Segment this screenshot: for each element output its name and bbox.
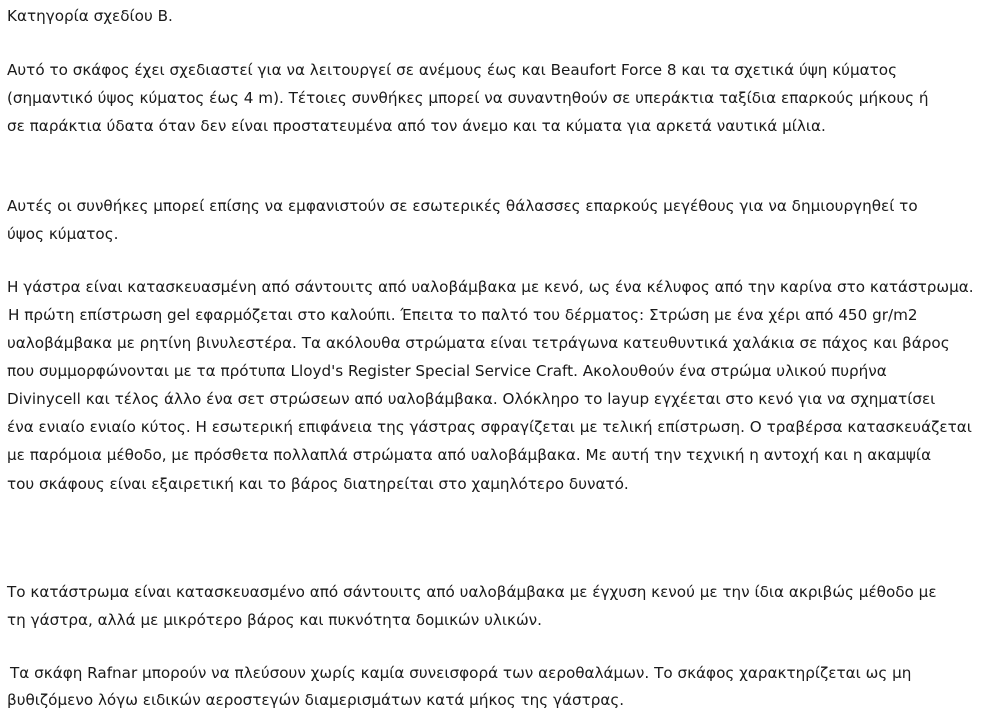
text-line: Η πρώτη επίστρωση gel εφαρμόζεται στο καλούπι. Έπειτα το παλτό του δέρματος: Στρώση με ένα χέρι από 450 gr/m2 xyxy=(8,306,918,324)
text-line: Η γάστρα είναι κατασκευασμένη από σάντουιτς από υαλοβάμβακα με κενό, ως ένα κέλυφος από την καρίνα στο κατάστρωμα. xyxy=(7,278,974,296)
text-line: Το κατάστρωμα είναι κατασκευασμένο από σάντουιτς από υαλοβάμβακα με έγχυση κενού με την ίδια ακριβώς μέθοδο με xyxy=(7,583,937,601)
text-line: με παρόμοια μέθοδο, με πρόσθετα πολλαπλά στρώματα από υαλοβάμβακα. Με αυτή την τεχνική η αντοχή και η ακαμψία xyxy=(7,446,932,464)
text-line: Αυτό το σκάφος έχει σχεδιαστεί για να λειτουργεί σε ανέμους έως και Beaufort Force 8 και τα σχετικά ύψη κύματος xyxy=(7,61,897,79)
text-line: σε παράκτια ύδατα όταν δεν είναι προστατευμένα από τον άνεμο και τα κύματα για αρκετά ναυτικά μίλια. xyxy=(7,117,826,135)
text-line: Αυτές οι συνθήκες μπορεί επίσης να εμφανιστούν σε εσωτερικές θάλασσες επαρκούς μεγέθους για να δημιουργηθεί το xyxy=(7,197,918,215)
text-line: ύψος κύματος. xyxy=(7,225,119,243)
text-line: που συμμορφώνονται με τα πρότυπα Lloyd's Register Special Service Craft. Ακολουθούν ένα στρώμα υλικού πυρήνα xyxy=(7,362,887,380)
text-line: τη γάστρα, αλλά με μικρότερο βάρος και πυκνότητα δομικών υλικών. xyxy=(7,611,542,629)
text-line: Τα σκάφη Rafnar μπορούν να πλεύσουν χωρίς καμία συνεισφορά των αεροθαλάμων. Το σκάφος χαρακτηρίζεται ως μη xyxy=(10,664,912,682)
text-line: (σημαντικό ύψος κύματος έως 4 m). Τέτοιες συνθήκες μπορεί να συναντηθούν σε υπεράκτια ταξίδια επαρκούς μήκους ή xyxy=(7,89,929,107)
document-heading: Κατηγορία σχεδίου Β. xyxy=(7,7,173,25)
text-line: Divinycell και τέλος άλλο ένα σετ στρώσεων από υαλοβάμβακα. Ολόκληρο το layup εγχέεται στο κενό για να σχηματίσει xyxy=(7,390,936,408)
text-line: του σκάφους είναι εξαιρετική και το βάρος διατηρείται στο χαμηλότερο δυνατό. xyxy=(7,475,629,493)
text-line: βυθιζόμενο λόγω ειδικών αεροστεγών διαμερισμάτων κατά μήκος της γάστρας. xyxy=(7,691,625,709)
text-line: ένα ενιαίο ενιαίο κύτος. Η εσωτερική επιφάνεια της γάστρας σφραγίζεται με τελική επίστρωση. Ο τραβέρσα κατασκευάζεται xyxy=(7,418,972,436)
text-line: υαλοβάμβακα με ρητίνη βινυλεστέρα. Τα ακόλουθα στρώματα είναι τετράγωνα κατευθυντικά χαλάκια σε πάχος και βάρος xyxy=(7,334,950,352)
